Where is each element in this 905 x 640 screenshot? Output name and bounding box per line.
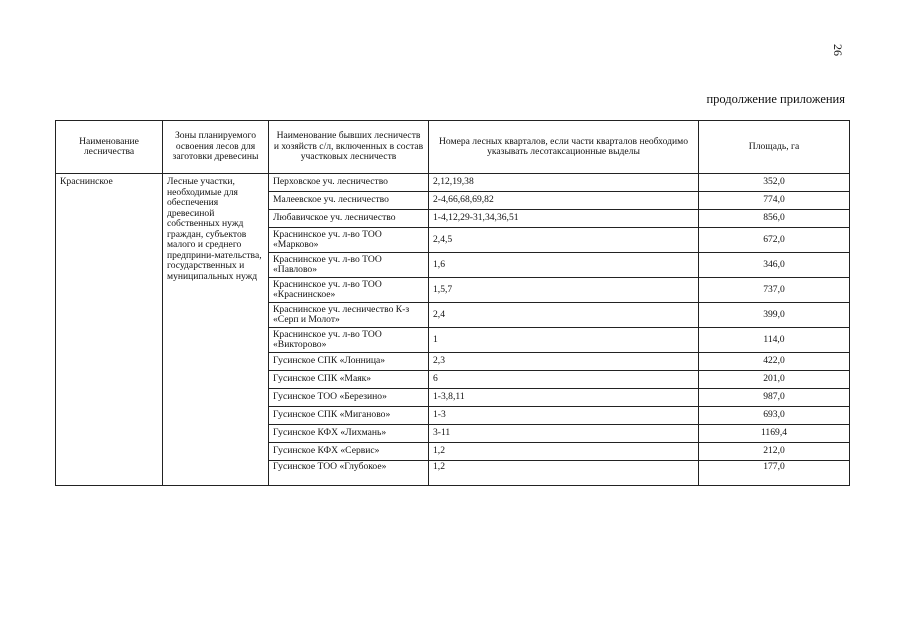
former-forestry-cell: Перховское уч. лесничество bbox=[269, 174, 429, 192]
table-row bbox=[56, 174, 850, 192]
area-cell: 422,0 bbox=[699, 353, 850, 371]
area-cell: 1169,4 bbox=[699, 425, 850, 443]
former-forestry-cell: Гусинское КФХ «Сервис» bbox=[269, 443, 429, 461]
quarters-cell: 1-3 bbox=[429, 407, 699, 425]
area-cell: 693,0 bbox=[699, 407, 850, 425]
former-forestry-cell: Краснинское уч. л-во ТОО «Марково» bbox=[269, 228, 429, 253]
former-forestry-cell: Гусинское КФХ «Лихмань» bbox=[269, 425, 429, 443]
area-cell: 114,0 bbox=[699, 328, 850, 353]
quarters-cell: 1-4,12,29-31,34,36,51 bbox=[429, 210, 699, 228]
area-cell: 177,0 bbox=[699, 461, 850, 486]
quarters-cell: 1,5,7 bbox=[429, 278, 699, 303]
former-forestry-cell: Краснинское уч. л-во ТОО «Краснинское» bbox=[269, 278, 429, 303]
quarters-cell: 1 bbox=[429, 328, 699, 353]
forestry-name-cell: Краснинское bbox=[56, 174, 163, 486]
area-cell: 987,0 bbox=[699, 389, 850, 407]
former-forestry-cell: Любавичское уч. лесничество bbox=[269, 210, 429, 228]
former-forestry-cell: Гусинское СПК «Миганово» bbox=[269, 407, 429, 425]
area-cell: 737,0 bbox=[699, 278, 850, 303]
forestry-table bbox=[55, 120, 850, 486]
continuation-label: продолжение приложения bbox=[706, 92, 845, 106]
quarters-cell: 1,2 bbox=[429, 461, 699, 486]
quarters-cell: 2,3 bbox=[429, 353, 699, 371]
former-forestry-cell: Гусинское ТОО «Березино» bbox=[269, 389, 429, 407]
header-former-forestries: Наименование бывших лесничеств и хозяйств с/л, включенных в состав участковых лесничеств bbox=[269, 121, 429, 174]
area-cell: 399,0 bbox=[699, 303, 850, 328]
area-cell: 672,0 bbox=[699, 228, 850, 253]
page-number: 26 bbox=[831, 44, 845, 56]
header-zones: Зоны планируемого освоения лесов для заготовки древесины bbox=[163, 121, 269, 174]
former-forestry-cell: Гусинское СПК «Лонница» bbox=[269, 353, 429, 371]
area-cell: 346,0 bbox=[699, 253, 850, 278]
quarters-cell: 2,12,19,38 bbox=[429, 174, 699, 192]
former-forestry-cell: Гусинское СПК «Маяк» bbox=[269, 371, 429, 389]
quarters-cell: 2-4,66,68,69,82 bbox=[429, 192, 699, 210]
area-cell: 774,0 bbox=[699, 192, 850, 210]
header-area: Площадь, га bbox=[699, 121, 850, 174]
header-quarters: Номера лесных кварталов, если части кварталов необходимо указывать лесотаксационные выделы bbox=[429, 121, 699, 174]
former-forestry-cell: Краснинское уч. л-во ТОО «Павлово» bbox=[269, 253, 429, 278]
table-header-row bbox=[56, 121, 850, 174]
area-cell: 201,0 bbox=[699, 371, 850, 389]
area-cell: 856,0 bbox=[699, 210, 850, 228]
former-forestry-cell: Малеевское уч. лесничество bbox=[269, 192, 429, 210]
quarters-cell: 1,6 bbox=[429, 253, 699, 278]
former-forestry-cell: Краснинское уч. л-во ТОО «Викторово» bbox=[269, 328, 429, 353]
quarters-cell: 2,4 bbox=[429, 303, 699, 328]
quarters-cell: 6 bbox=[429, 371, 699, 389]
former-forestry-cell: Краснинское уч. лесничество К-з «Серп и Молот» bbox=[269, 303, 429, 328]
quarters-cell: 1,2 bbox=[429, 443, 699, 461]
former-forestry-cell: Гусинское ТОО «Глубокое» bbox=[269, 461, 429, 486]
area-cell: 352,0 bbox=[699, 174, 850, 192]
header-forestry: Наименование лесничества bbox=[56, 121, 163, 174]
zone-description-cell: Лесные участки, необходимые для обеспечения древесиной собственных нужд граждан, субъектов малого и среднего предприни-мательства, государственных и муниципальных нужд bbox=[163, 174, 269, 486]
quarters-cell: 2,4,5 bbox=[429, 228, 699, 253]
quarters-cell: 3-11 bbox=[429, 425, 699, 443]
area-cell: 212,0 bbox=[699, 443, 850, 461]
quarters-cell: 1-3,8,11 bbox=[429, 389, 699, 407]
